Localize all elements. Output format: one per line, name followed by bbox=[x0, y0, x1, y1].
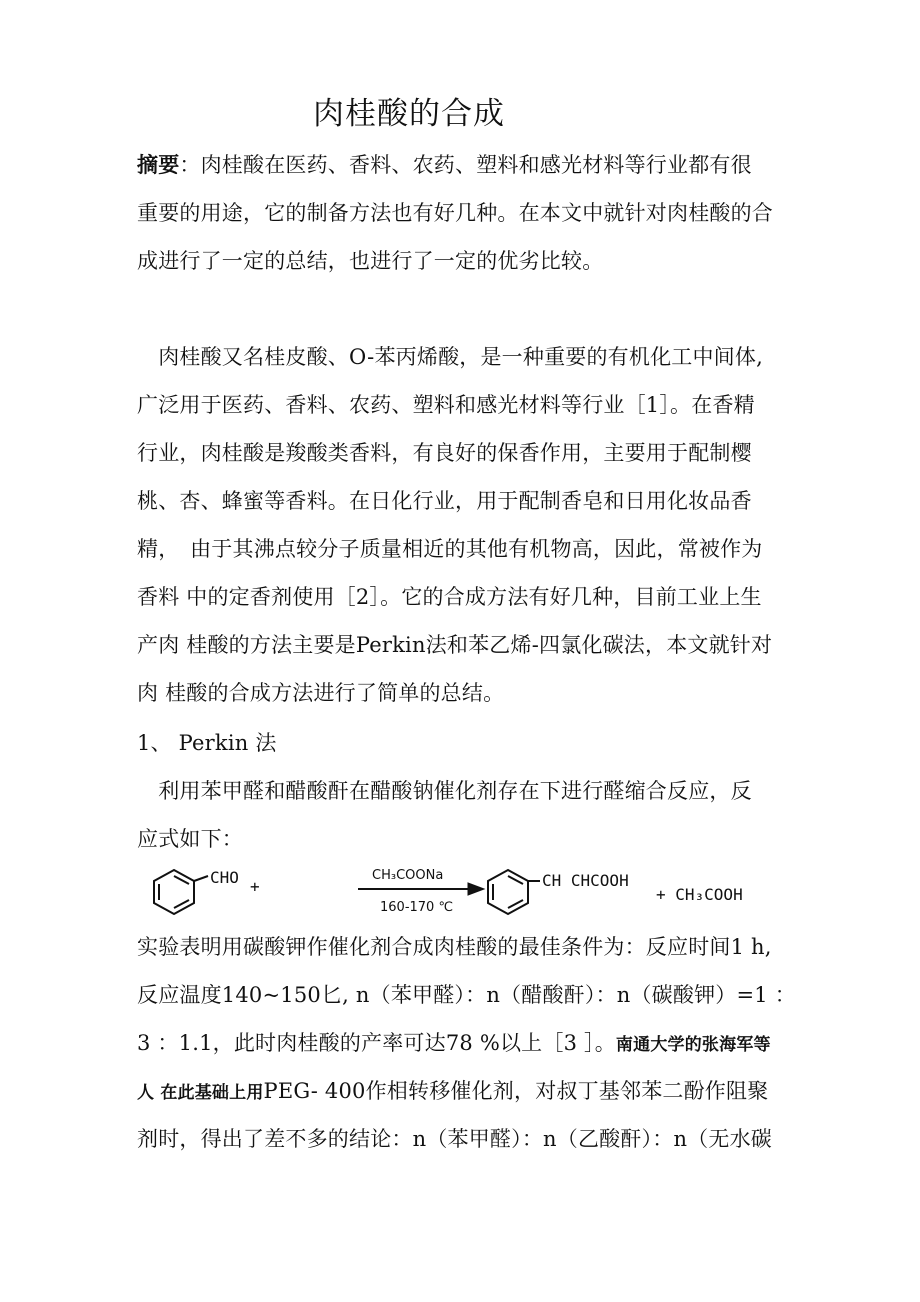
plus-sign-1: + bbox=[250, 877, 260, 896]
intro-line-6: 香料 中的定香剂使用［2］。它的合成方法有好几种，目前工业上生 bbox=[137, 585, 762, 609]
document-title: 肉桂酸的合成 bbox=[313, 96, 505, 132]
experiment-line-5: 剂时，得出了差不多的结论：n（苯甲醛）：n（乙酸酐）：n（无水碳 bbox=[137, 1127, 772, 1151]
section-1-heading: 1、 Perkin 法 bbox=[137, 731, 277, 755]
abstract-line-2: 重要的用途，它的制备方法也有好几种。在本文中就针对肉桂酸的合 bbox=[137, 201, 773, 225]
benzene-ring-product-icon bbox=[488, 870, 540, 914]
section-1-line-2: 应式如下： bbox=[137, 827, 243, 851]
intro-line-3: 行业，肉桂酸是羧酸类香料，有良好的保香作用，主要用于配制樱 bbox=[137, 441, 752, 465]
section-1-line-1: 利用苯甲醛和醋酸酐在醋酸钠催化剂存在下进行醛缩合反应，反 bbox=[137, 779, 752, 803]
byproduct: + CH₃COOH bbox=[656, 885, 743, 904]
experiment-line-2: 反应温度140~150匕, n（苯甲醛）：n（醋酸酐）：n（碳酸钾）=1 ： bbox=[137, 983, 796, 1007]
experiment-line-3-author: 南通大学的张海军等 bbox=[615, 1035, 771, 1055]
reactant-group: CHO bbox=[210, 868, 239, 887]
benzene-ring-reactant-icon bbox=[154, 870, 208, 914]
experiment-line-1: 实验表明用碳酸钾作催化剂合成肉桂酸的最佳条件为：反应时间1 h, bbox=[137, 935, 772, 959]
intro-line-7: 产肉 桂酸的方法主要是Perkin法和苯乙烯-四氯化碳法，本文就针对 bbox=[137, 633, 773, 657]
experiment-line-4 bbox=[137, 1076, 768, 1108]
reaction-arrow-icon bbox=[358, 883, 484, 895]
intro-line-1: 肉桂酸又名桂皮酸、O-苯丙烯酸，是一种重要的有机化工中间体, bbox=[137, 345, 763, 369]
abstract-line-1 bbox=[137, 150, 752, 180]
abstract-line-3: 成进行了一定的总结，也进行了一定的优劣比较。 bbox=[137, 249, 604, 273]
reaction-equation bbox=[150, 862, 770, 922]
experiment-line-3 bbox=[137, 1028, 771, 1060]
catalyst-label: CH₃COONa bbox=[372, 868, 444, 883]
abstract-text-1: ：肉桂酸在医药、香料、农药、塑料和感光材料等行业都有很 bbox=[179, 153, 752, 177]
product-group: CH CHCOOH bbox=[542, 871, 629, 890]
intro-line-8: 肉 桂酸的合成方法进行了简单的总结。 bbox=[137, 681, 505, 705]
experiment-line-4-prefix: 人 在此基础上用 bbox=[137, 1083, 264, 1103]
condition-label: 160-170 ℃ bbox=[380, 900, 454, 915]
experiment-line-3-text: 3 ：1.1，此时肉桂酸的产率可达78 %以上［3 ］。 bbox=[137, 1031, 616, 1055]
experiment-line-4-text: PEG- 400作相转移催化剂，对叔丁基邻苯二酚作阻聚 bbox=[263, 1079, 769, 1103]
intro-line-4: 桃、杏、蜂蜜等香料。在日化行业，用于配制香皂和日用化妆品香 bbox=[137, 489, 752, 513]
abstract-label: 摘要 bbox=[137, 153, 180, 177]
intro-line-2: 广泛用于医药、香料、农药、塑料和感光材料等行业［1］。在香精 bbox=[137, 393, 755, 417]
intro-line-5: 精， 由于其沸点较分子质量相近的其他有机物高，因此，常被作为 bbox=[137, 537, 763, 561]
